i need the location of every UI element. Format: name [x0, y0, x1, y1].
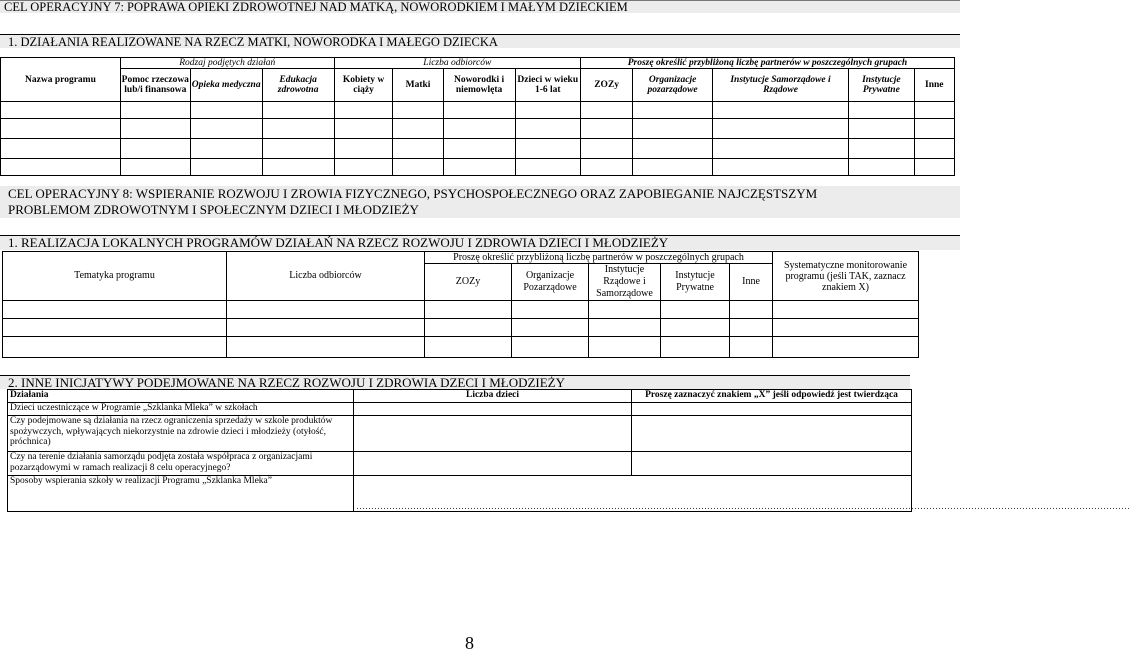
col-prosze-zaznaczyc: Proszę zaznaczyć znakiem „X” jeśli odpowiedź jest twierdząca [632, 390, 912, 403]
col-zozy: ZOZy [580, 69, 632, 102]
header-cel-8-line-2: PROBLEMOM ZDROWOTNYM I SPOŁECZNYM DZIECI I MŁODZIEŻY [8, 201, 419, 217]
header-cel-7: CEL OPERACYJNY 7: POPRAWA OPIEKI ZDROWOTNEJ NAD MATKĄ, NOWORODKIEM I MAŁYM DZIECKIEM [0, 0, 960, 13]
table-row [8, 416, 912, 452]
col-dzialania: Działania [8, 390, 354, 403]
section-8-1-title: 1. REALIZACJA LOKALNYCH PROGRAMÓW DZIAŁAŃ NA RZECZ ROZWOJU I ZDROWIA DZIECI I MŁODZIEŻY [0, 235, 960, 250]
table-row [1, 102, 955, 119]
table-inne-inicjatywy [7, 389, 1130, 512]
dotted-line[interactable]: …………………………………………………………………………………………………………………………………………………………………………………………………………………………………… [354, 476, 912, 512]
table-row [1, 159, 955, 176]
group-rodzaj-dzialan: Rodzaj podjętych działań [120, 58, 334, 69]
header-cel-8-line-1: CEL OPERACYJNY 8: WSPIERANIE ROZWOJU I ZROWIA FIZYCZNEGO, PSYCHOSPOŁECZNEGO ORAZ ZAPOBIEGANIE NAJCZĘSTSZYM [8, 186, 818, 201]
col-matki: Matki [393, 69, 443, 102]
col-dzieci: Dzieci w wieku 1-6 lat [515, 69, 580, 102]
table-row [1, 119, 955, 139]
section-1-title: 1. DZIAŁANIA REALIZOWANE NA RZECZ MATKI, NOWORODKA I MAŁEGO DZIECKA [0, 34, 960, 48]
group-partnerzy-2: Proszę określić przybliżoną liczbę partnerów w poszczególnych grupach [425, 252, 773, 264]
col-organizacje-2: Organizacje Pozarządowe [512, 264, 589, 301]
col-organizacje: Organizacje pozarządowe [633, 69, 713, 102]
col-zozy-2: ZOZy [425, 264, 512, 301]
col-systematyczne: Systematyczne monitorowanie programu (jeśli TAK, zaznacz znakiem X) [773, 252, 919, 301]
table-row [3, 301, 919, 319]
col-kobiety: Kobiety w ciąży [334, 69, 393, 102]
row-label: Sposoby wspierania szkoły w realizacji Programu „Szklanka Mleka” [8, 476, 354, 512]
col-nazwa-programu: Nazwa programu [1, 58, 121, 102]
row-label: Dzieci uczestniczące w Programie „Szklanka Mleka” w szkołach [8, 403, 354, 416]
col-instytucje-prywatne: Instytucje Prywatne [849, 69, 914, 102]
col-inne: Inne [914, 69, 954, 102]
table-matka-noworodek [0, 57, 955, 176]
table-programy-dzieci [2, 251, 919, 358]
row-label: Czy podejmowane są działania na rzecz ograniczenia sprzedaży w szkole produktów spożywczych, wpływających niekorzystnie na zdrowie dzieci i młodzieży (otyłość, próchnica) [8, 416, 354, 452]
col-instytucje-prywatne-2: Instytucje Prywatne [661, 264, 730, 301]
table-row [3, 337, 919, 358]
table-row [8, 452, 912, 476]
page-number: 8 [465, 633, 474, 653]
col-noworodki: Noworodki i niemowlęta [443, 69, 515, 102]
col-edukacja: Edukacja zdrowotna [262, 69, 334, 102]
col-instytucje-samorzadowe: Instytucje Samorządowe i Rządowe [712, 69, 848, 102]
group-liczba-odbiorcow: Liczba odbiorców [334, 58, 580, 69]
col-inne-2: Inne [730, 264, 773, 301]
col-liczba-odbiorcow: Liczba odbiorców [227, 252, 425, 301]
col-opieka: Opieka medyczna [190, 69, 262, 102]
row-label: Czy na terenie działania samorządu podjęta została współpraca z organizacjami pozarządowymi w ramach realizacji 8 celu operacyjnego? [8, 452, 354, 476]
section-8-2-title: 2. INNE INICJATYWY PODEJMOWANE NA RZECZ ROZWOJU I ZDROWIA DZECI I MŁODZIEŻY [0, 375, 910, 389]
col-pomoc: Pomoc rzeczowa lub/i finansowa [120, 69, 190, 102]
col-instytucje-rzadowe: Instytucje Rządowe i Samorządowe [589, 264, 661, 301]
table-row [8, 476, 912, 512]
table-row [3, 319, 919, 337]
table-row [8, 403, 912, 416]
col-tematyka: Tematyka programu [3, 252, 227, 301]
col-liczba-dzieci: Liczba dzieci [354, 390, 632, 403]
table-row [1, 139, 955, 159]
group-partnerzy: Proszę określić przybliżoną liczbę partnerów w poszczególnych grupach [580, 58, 954, 69]
header-cel-8 [0, 186, 960, 218]
